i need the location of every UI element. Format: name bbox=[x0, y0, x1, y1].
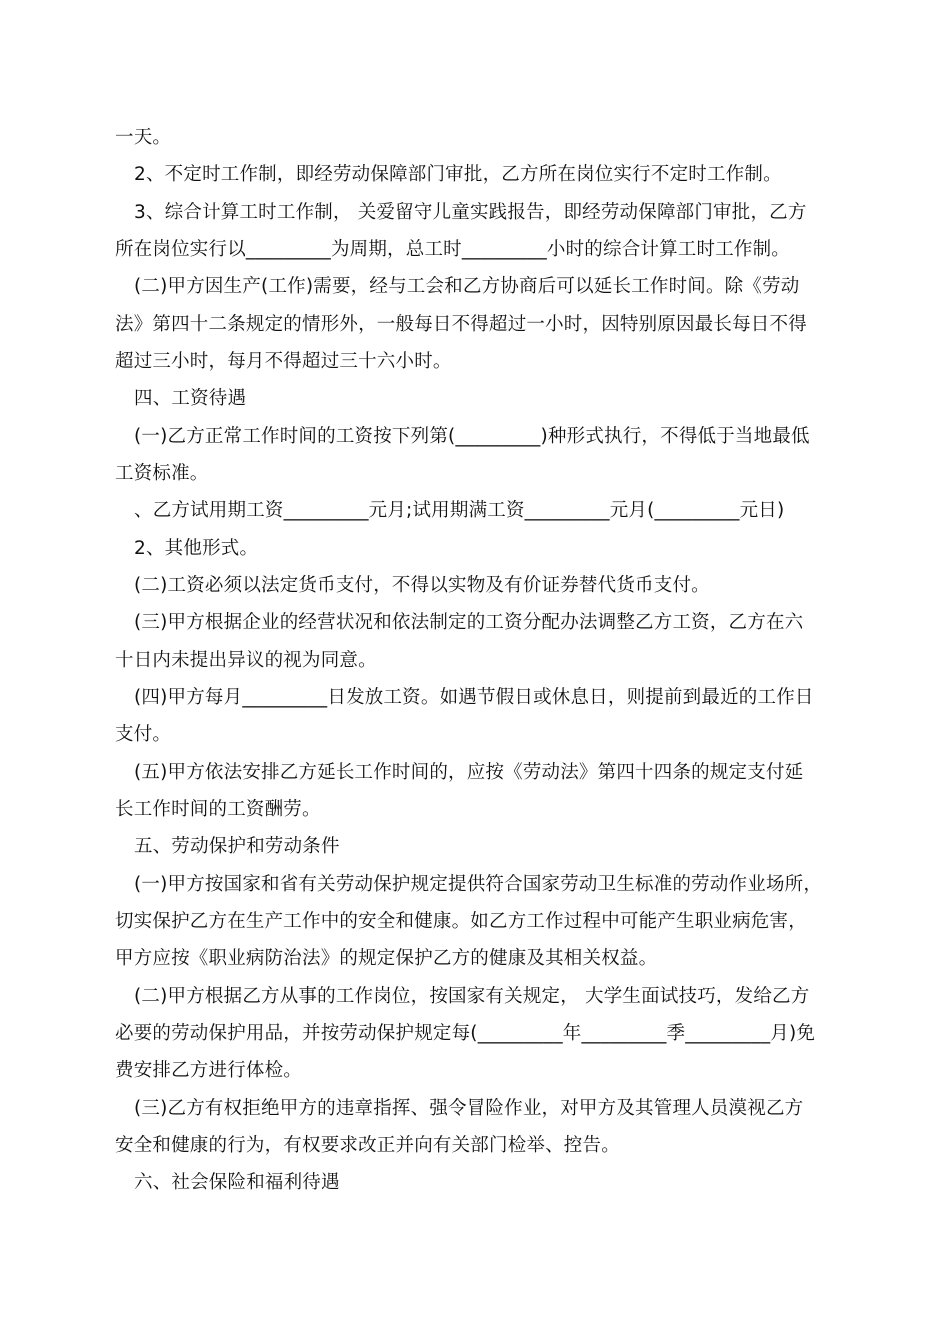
text-line: 2、其他形式。 bbox=[134, 538, 259, 559]
text-line: 长工作时间的工资酬劳。 bbox=[115, 799, 321, 820]
text-line: (三)乙方有权拒绝甲方的违章指挥、强令冒险作业，对甲方及其管理人员漠视乙方 bbox=[134, 1098, 804, 1119]
text-line: 工资标准。 bbox=[115, 463, 209, 484]
text-line: (一)甲方按国家和省有关劳动保护规定提供符合国家劳动卫生标准的劳动作业场所， bbox=[134, 874, 823, 895]
section-heading: 六、社会保险和福利待遇 bbox=[134, 1172, 340, 1193]
text-line: 所在岗位实行以_________为周期，总工时_________小时的综合计算工时工作制。 bbox=[115, 239, 791, 260]
text-line: 超过三小时，每月不得超过三十六小时。 bbox=[115, 351, 452, 372]
text-line: 费安排乙方进行体检。 bbox=[115, 1060, 303, 1081]
text-line: (三)甲方根据企业的经营状况和依法制定的工资分配办法调整乙方工资，乙方在六 bbox=[134, 612, 804, 633]
text-line: (二)甲方根据乙方从事的工作岗位，按国家有关规定， 大学生面试技巧，发给乙方 bbox=[134, 986, 810, 1007]
text-line: (二)甲方因生产(工作)需要，经与工会和乙方协商后可以延长工作时间。除《劳动 bbox=[134, 276, 800, 297]
text-line: 、乙方试用期工资_________元月;试用期满工资_________元月(_________元日) bbox=[134, 500, 785, 521]
text-line: (一)乙方正常工作时间的工资按下列第(_________)种形式执行，不得低于当地最低 bbox=[134, 426, 810, 447]
text-line: 必要的劳动保护用品，并按劳动保护规定每(_________年_________季_________月)免 bbox=[115, 1023, 816, 1044]
text-line: (五)甲方依法安排乙方延长工作时间的，应按《劳动法》第四十四条的规定支付延 bbox=[134, 762, 804, 783]
text-line: 甲方应按《职业病防治法》的规定保护乙方的健康及其相关权益。 bbox=[115, 948, 658, 969]
text-line: 安全和健康的行为，有权要求改正并向有关部门检举、控告。 bbox=[115, 1135, 620, 1156]
text-line: 2、不定时工作制，即经劳动保障部门审批，乙方所在岗位实行不定时工作制。 bbox=[134, 164, 782, 185]
text-line: 十日内未提出异议的视为同意。 bbox=[115, 650, 377, 671]
section-heading: 四、工资待遇 bbox=[134, 388, 247, 409]
text-line: 法》第四十二条规定的情形外，一般每日不得超过一小时，因特别原因最长每日不得 bbox=[115, 314, 807, 335]
text-line: (二)工资必须以法定货币支付，不得以实物及有价证券替代货币支付。 bbox=[134, 575, 710, 596]
text-line: (四)甲方每月_________日发放工资。如遇节假日或休息日，则提前到最近的工作日 bbox=[134, 687, 814, 708]
text-line: 一天。 bbox=[115, 127, 172, 148]
section-heading: 五、劳动保护和劳动条件 bbox=[134, 836, 340, 857]
text-line: 支付。 bbox=[115, 724, 172, 745]
text-line: 切实保护乙方在生产工作中的安全和健康。如乙方工作过程中可能产生职业病危害， bbox=[115, 911, 807, 932]
text-line: 3、综合计算工时工作制， 关爱留守儿童实践报告，即经劳动保障部门审批，乙方 bbox=[134, 202, 807, 223]
